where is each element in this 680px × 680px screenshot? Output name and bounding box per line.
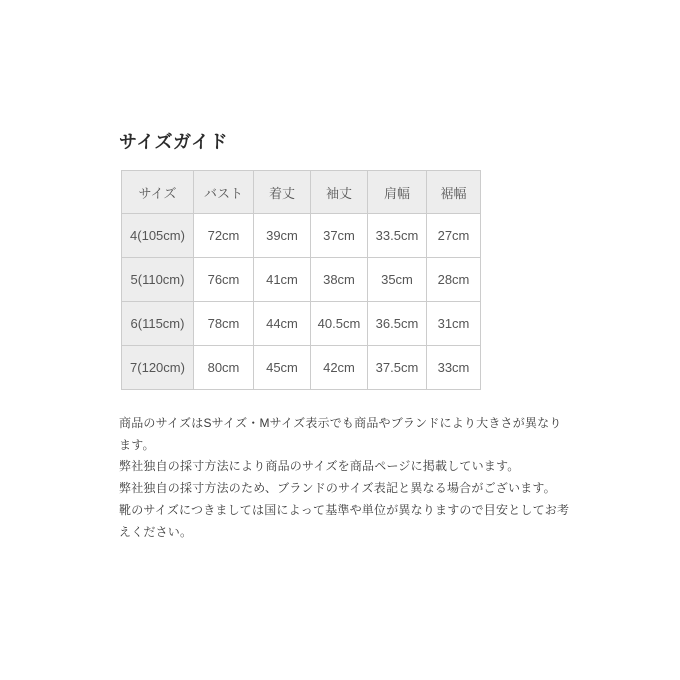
measurement-cell: 76cm [194, 258, 254, 302]
table-row [122, 258, 481, 302]
size-cell: 4(105cm) [122, 214, 194, 258]
measurement-cell: 80cm [194, 346, 254, 390]
measurement-cell: 37cm [311, 214, 368, 258]
table-row [122, 214, 481, 258]
measurement-cell: 39cm [254, 214, 311, 258]
measurement-cell: 44cm [254, 302, 311, 346]
note-line: えください。 [119, 524, 193, 539]
measurement-cell: 72cm [194, 214, 254, 258]
measurement-cell: 28cm [427, 258, 481, 302]
note-line: 弊社独自の採寸方法により商品のサイズを商品ページに掲載しています。 [119, 459, 520, 474]
column-header-hem: 裾幅 [427, 171, 481, 214]
measurement-cell: 33.5cm [368, 214, 427, 258]
measurement-cell: 40.5cm [311, 302, 368, 346]
measurement-cell: 45cm [254, 346, 311, 390]
measurement-cell: 38cm [311, 258, 368, 302]
size-notes [119, 413, 569, 543]
page-title: サイズガイド [119, 132, 229, 152]
note-line: 弊社独自の採寸方法のため、ブランドのサイズ表記と異なる場合がございます。 [119, 481, 556, 496]
measurement-cell: 37.5cm [368, 346, 427, 390]
note-line: 靴のサイズにつきましては国によって基準や単位が異なりますので目安としてお考 [119, 502, 570, 517]
measurement-cell: 36.5cm [368, 302, 427, 346]
note-line: ます。 [119, 437, 155, 452]
size-cell: 7(120cm) [122, 346, 194, 390]
column-header-sleeve: 袖丈 [311, 171, 368, 214]
size-cell: 6(115cm) [122, 302, 194, 346]
size-cell: 5(110cm) [122, 258, 194, 302]
measurement-cell: 42cm [311, 346, 368, 390]
table-row [122, 302, 481, 346]
note-line: 商品のサイズはSサイズ・Mサイズ表示でも商品やブランドにより大きさが異なり [119, 416, 562, 430]
table-row [122, 346, 481, 390]
measurement-cell: 27cm [427, 214, 481, 258]
measurement-cell: 78cm [194, 302, 254, 346]
measurement-cell: 35cm [368, 258, 427, 302]
column-header-shoulder: 肩幅 [368, 171, 427, 214]
column-header-bust: バスト [194, 171, 254, 214]
measurement-cell: 33cm [427, 346, 481, 390]
measurement-cell: 41cm [254, 258, 311, 302]
column-header-length: 着丈 [254, 171, 311, 214]
measurement-cell: 31cm [427, 302, 481, 346]
size-guide-table [121, 170, 481, 390]
column-header-size: サイズ [122, 171, 194, 214]
table-header-row [122, 171, 481, 214]
